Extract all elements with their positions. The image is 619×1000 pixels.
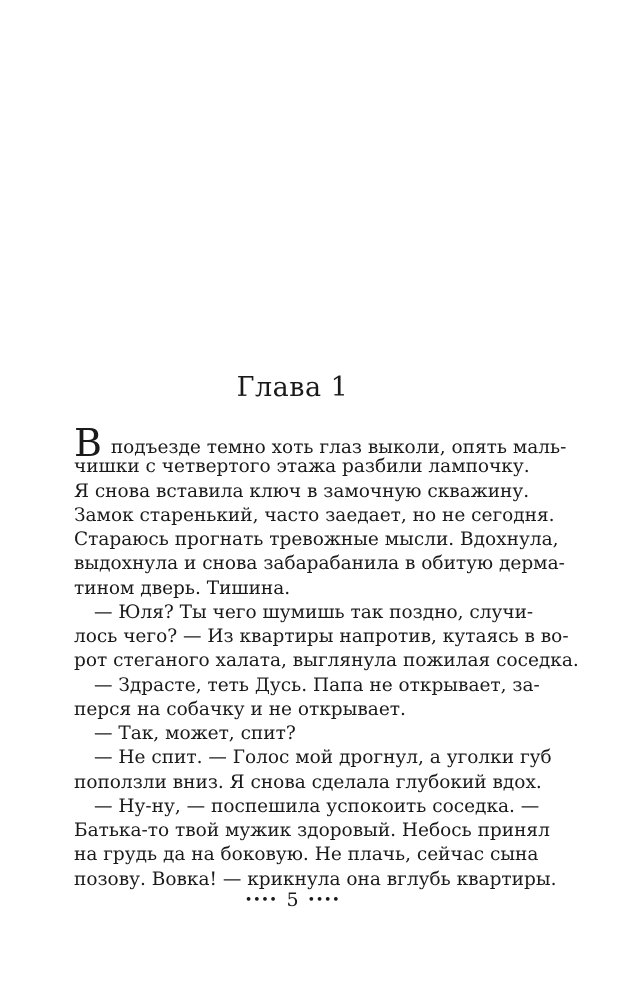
text-line (74, 421, 567, 465)
page-folio (0, 889, 585, 911)
text-line: — Здрасте, теть Дусь. Папа не открывает, за- (94, 674, 540, 696)
text-line-content: подъезде темно хоть глаз выколи, опять маль- (104, 437, 567, 458)
text-line: Я снова вставила ключ в замочную скважину. (74, 480, 530, 502)
text-line: рот стеганого халата, выглянула пожилая соседка. (74, 650, 579, 672)
drop-cap: В (74, 421, 102, 465)
folio-dots-left: •••• (244, 893, 278, 908)
text-line: поползли вниз. Я снова сделала глубокий вдох. (74, 771, 542, 793)
text-line: Батька-то твой мужик здоровый. Небось принял (74, 820, 550, 841)
text-line: тином дверь. Тишина. (74, 577, 291, 599)
text-line: Замок старенький, часто заедает, но не сегодня. (74, 504, 555, 526)
text-line: на грудь да на боковую. Не плачь, сейчас сына (74, 844, 539, 866)
chapter-title: Глава 1 (236, 372, 349, 403)
page-number: 5 (286, 889, 299, 911)
body-text (74, 421, 579, 892)
text-line: позову. Вовка! — крикнула она вглубь квартиры. (74, 868, 557, 890)
text-line: — Так, может, спит? (94, 723, 296, 744)
text-line: чишки с четвертого этажа разбили лампочку. (74, 456, 530, 478)
folio-dots-right: •••• (307, 893, 341, 908)
text-line: — Юля? Ты чего шумишь так поздно, случи- (94, 601, 534, 623)
text-line: перся на собачку и не открывает. (74, 698, 406, 720)
text-line: Стараюсь прогнать тревожные мысли. Вдохнула, (74, 529, 559, 550)
text-line: выдохнула и снова забарабанила в обитую дерма- (74, 553, 565, 575)
text-line: лось чего? — Из квартиры напротив, кутаясь в во- (74, 626, 569, 647)
text-line: — Не спит. — Голос мой дрогнул, а уголки губ (94, 747, 552, 769)
text-line: — Ну-ну, — поспешила успокоить соседка. — (94, 795, 540, 817)
